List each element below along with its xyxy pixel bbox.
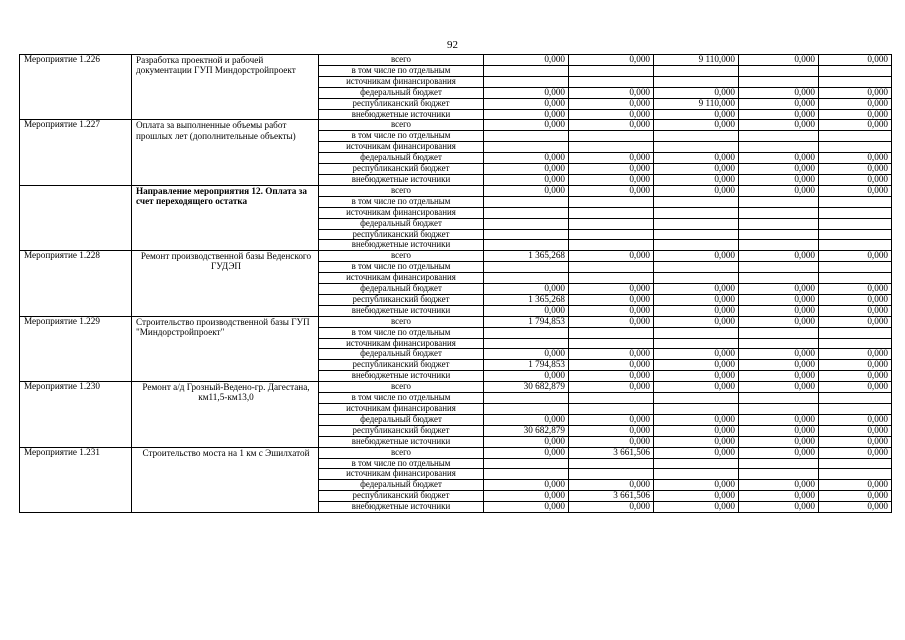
activity-id: Мероприятие 1.231 [20,447,132,512]
amount-cell [569,131,654,142]
amount-cell: 0,000 [484,153,569,164]
amount-cell: 0,000 [819,305,892,316]
amount-cell: 0,000 [484,120,569,131]
funding-source-label: всего [319,382,484,393]
amount-cell: 0,000 [739,425,819,436]
amount-cell: 0,000 [654,87,739,98]
amount-cell [739,327,819,338]
amount-cell: 9 110,000 [654,98,739,109]
amount-cell: 0,000 [819,294,892,305]
amount-cell: 0,000 [654,164,739,175]
amount-cell: 0,000 [739,294,819,305]
activity-id: Мероприятие 1.228 [20,251,132,316]
activity-name: Оплата за выполненные объемы работ прошлых лет (дополнительные объекты) [132,120,319,185]
amount-cell [654,273,739,284]
amount-cell: 0,000 [739,153,819,164]
amount-cell: 0,000 [739,371,819,382]
amount-cell [819,338,892,349]
amount-cell: 0,000 [819,349,892,360]
funding-source-label: в том числе по отдельным [319,65,484,76]
activity-name: Строительство производственной базы ГУП "Миндорстройпроект" [132,316,319,381]
funding-source-label: источникам финансирования [319,76,484,87]
amount-cell: 0,000 [654,447,739,458]
funding-source-label: источникам финансирования [319,207,484,218]
activity-name: Ремонт а/д Грозный-Ведено-гр. Дагестана, км11,5-км13,0 [132,382,319,447]
amount-cell: 0,000 [819,120,892,131]
funding-source-label: республиканский бюджет [319,98,484,109]
amount-cell: 0,000 [819,502,892,513]
amount-cell: 0,000 [569,349,654,360]
amount-cell: 0,000 [569,425,654,436]
funding-source-label: внебюджетные источники [319,240,484,251]
amount-cell: 0,000 [484,436,569,447]
amount-cell: 0,000 [569,305,654,316]
amount-cell: 0,000 [654,491,739,502]
amount-cell: 0,000 [569,371,654,382]
funding-source-label: всего [319,185,484,196]
amount-cell [569,76,654,87]
amount-cell: 0,000 [654,349,739,360]
amount-cell [569,262,654,273]
funding-source-label: в том числе по отдельным [319,458,484,469]
amount-cell [569,404,654,415]
funding-source-label: федеральный бюджет [319,284,484,295]
amount-cell: 0,000 [484,164,569,175]
amount-cell: 0,000 [484,174,569,185]
amount-cell [654,469,739,480]
funding-source-label: внебюджетные источники [319,371,484,382]
funding-source-label: федеральный бюджет [319,153,484,164]
amount-cell [654,262,739,273]
funding-source-label: всего [319,120,484,131]
amount-cell: 0,000 [569,251,654,262]
activity-name: Строительство моста на 1 км с Эшилхатой [132,447,319,512]
amount-cell: 0,000 [484,491,569,502]
page-number: 92 [447,39,458,51]
table-row [20,382,892,393]
funding-source-label: внебюджетные источники [319,174,484,185]
amount-cell: 0,000 [569,174,654,185]
amount-cell: 0,000 [484,284,569,295]
amount-cell: 0,000 [739,491,819,502]
amount-cell: 0,000 [819,491,892,502]
amount-cell [739,240,819,251]
amount-cell: 30 682,879 [484,382,569,393]
amount-cell: 0,000 [739,55,819,66]
funding-source-label: федеральный бюджет [319,480,484,491]
funding-source-label: всего [319,55,484,66]
amount-cell [654,131,739,142]
amount-cell: 0,000 [739,349,819,360]
amount-cell: 0,000 [654,502,739,513]
amount-cell: 0,000 [654,109,739,120]
amount-cell: 0,000 [569,120,654,131]
amount-cell [654,327,739,338]
funding-source-label: внебюджетные источники [319,436,484,447]
amount-cell [569,207,654,218]
funding-source-label: источникам финансирования [319,404,484,415]
amount-cell: 1 365,268 [484,251,569,262]
amount-cell: 0,000 [739,185,819,196]
amount-cell [654,76,739,87]
amount-cell [569,273,654,284]
amount-cell: 0,000 [484,371,569,382]
amount-cell [569,65,654,76]
amount-cell [739,196,819,207]
amount-cell: 0,000 [819,425,892,436]
amount-cell [739,218,819,229]
amount-cell [819,393,892,404]
amount-cell: 0,000 [819,153,892,164]
amount-cell: 0,000 [569,153,654,164]
amount-cell: 0,000 [569,185,654,196]
amount-cell: 0,000 [654,414,739,425]
amount-cell [819,65,892,76]
amount-cell: 0,000 [819,164,892,175]
amount-cell [739,338,819,349]
amount-cell: 0,000 [739,502,819,513]
budget-table [19,54,892,513]
funding-source-label: источникам финансирования [319,469,484,480]
amount-cell [484,65,569,76]
amount-cell: 0,000 [654,120,739,131]
amount-cell: 0,000 [484,480,569,491]
amount-cell: 1 794,853 [484,316,569,327]
amount-cell [654,393,739,404]
amount-cell [819,131,892,142]
funding-source-label: в том числе по отдельным [319,327,484,338]
amount-cell [819,76,892,87]
amount-cell: 0,000 [484,414,569,425]
funding-source-label: в том числе по отдельным [319,131,484,142]
amount-cell [484,262,569,273]
funding-source-label: в том числе по отдельным [319,393,484,404]
amount-cell: 0,000 [654,153,739,164]
funding-source-label: внебюджетные источники [319,109,484,120]
amount-cell: 9 110,000 [654,55,739,66]
amount-cell [739,393,819,404]
amount-cell: 0,000 [739,98,819,109]
funding-source-label: федеральный бюджет [319,218,484,229]
amount-cell: 0,000 [569,98,654,109]
amount-cell [569,218,654,229]
amount-cell: 0,000 [819,185,892,196]
amount-cell: 0,000 [484,55,569,66]
funding-source-label: республиканский бюджет [319,294,484,305]
amount-cell: 0,000 [819,447,892,458]
amount-cell: 0,000 [654,185,739,196]
amount-cell: 1 794,853 [484,360,569,371]
amount-cell: 0,000 [739,109,819,120]
funding-source-label: федеральный бюджет [319,87,484,98]
funding-source-label: республиканский бюджет [319,425,484,436]
amount-cell: 0,000 [819,174,892,185]
amount-cell [819,327,892,338]
amount-cell: 0,000 [654,174,739,185]
amount-cell [819,142,892,153]
amount-cell [569,338,654,349]
activity-id: Мероприятие 1.226 [20,55,132,120]
amount-cell: 0,000 [819,480,892,491]
amount-cell: 0,000 [569,284,654,295]
funding-source-label: внебюджетные источники [319,502,484,513]
amount-cell [569,229,654,240]
amount-cell: 0,000 [569,109,654,120]
funding-source-label: источникам финансирования [319,338,484,349]
amount-cell [569,393,654,404]
funding-source-label: всего [319,316,484,327]
amount-cell [484,142,569,153]
amount-cell: 0,000 [739,360,819,371]
amount-cell [819,229,892,240]
amount-cell: 0,000 [819,109,892,120]
funding-source-label: республиканский бюджет [319,360,484,371]
table-row [20,55,892,66]
amount-cell: 0,000 [739,164,819,175]
amount-cell [654,229,739,240]
activity-id: Мероприятие 1.230 [20,382,132,447]
amount-cell [654,338,739,349]
amount-cell: 0,000 [819,360,892,371]
activity-id [20,185,132,250]
amount-cell: 0,000 [654,360,739,371]
amount-cell [654,218,739,229]
amount-cell: 0,000 [569,382,654,393]
amount-cell [484,393,569,404]
amount-cell: 0,000 [569,436,654,447]
amount-cell [484,196,569,207]
amount-cell [569,458,654,469]
amount-cell [654,142,739,153]
funding-source-label: всего [319,447,484,458]
amount-cell: 0,000 [819,436,892,447]
amount-cell: 0,000 [569,360,654,371]
amount-cell [739,76,819,87]
amount-cell [484,218,569,229]
amount-cell: 0,000 [484,109,569,120]
table-row [20,316,892,327]
activity-name: Ремонт производственной базы Веденского ГУДЭП [132,251,319,316]
amount-cell: 0,000 [569,414,654,425]
amount-cell [819,218,892,229]
funding-source-label: республиканский бюджет [319,491,484,502]
funding-source-label: республиканский бюджет [319,164,484,175]
amount-cell [484,469,569,480]
activity-name: Направление мероприятия 12. Оплата за счет переходящего остатка [132,185,319,250]
amount-cell: 0,000 [484,98,569,109]
table-row [20,447,892,458]
amount-cell [484,273,569,284]
amount-cell: 0,000 [819,316,892,327]
amount-cell [654,404,739,415]
funding-source-label: источникам финансирования [319,142,484,153]
amount-cell [739,131,819,142]
amount-cell: 0,000 [654,436,739,447]
amount-cell: 0,000 [739,251,819,262]
amount-cell: 0,000 [819,284,892,295]
amount-cell: 0,000 [654,425,739,436]
amount-cell: 0,000 [819,251,892,262]
amount-cell: 0,000 [654,382,739,393]
amount-cell [484,76,569,87]
table-row [20,120,892,131]
amount-cell: 0,000 [819,371,892,382]
activity-name: Разработка проектной и рабочей документации ГУП Миндорстройпроект [132,55,319,120]
amount-cell: 0,000 [739,284,819,295]
amount-cell [569,469,654,480]
amount-cell [739,469,819,480]
amount-cell: 0,000 [819,87,892,98]
amount-cell [484,404,569,415]
amount-cell: 1 365,268 [484,294,569,305]
amount-cell: 0,000 [654,480,739,491]
amount-cell: 0,000 [739,174,819,185]
amount-cell [819,458,892,469]
amount-cell [484,131,569,142]
funding-source-label: всего [319,251,484,262]
amount-cell [484,338,569,349]
amount-cell [484,207,569,218]
table-body [20,55,892,513]
amount-cell [654,196,739,207]
amount-cell [739,229,819,240]
amount-cell: 0,000 [484,185,569,196]
amount-cell: 0,000 [569,316,654,327]
amount-cell: 0,000 [739,480,819,491]
amount-cell [819,240,892,251]
amount-cell: 0,000 [569,502,654,513]
amount-cell [739,404,819,415]
amount-cell: 0,000 [739,447,819,458]
amount-cell [739,65,819,76]
amount-cell [739,273,819,284]
amount-cell: 0,000 [654,305,739,316]
amount-cell [819,404,892,415]
amount-cell: 0,000 [569,294,654,305]
funding-source-label: федеральный бюджет [319,349,484,360]
funding-source-label: источникам финансирования [319,273,484,284]
amount-cell: 0,000 [569,87,654,98]
amount-cell [819,273,892,284]
amount-cell [739,262,819,273]
amount-cell: 0,000 [819,55,892,66]
amount-cell: 0,000 [569,55,654,66]
amount-cell [484,240,569,251]
table-row [20,185,892,196]
amount-cell: 0,000 [739,316,819,327]
amount-cell: 0,000 [654,251,739,262]
amount-cell [819,262,892,273]
amount-cell: 0,000 [739,414,819,425]
amount-cell [739,458,819,469]
amount-cell [569,142,654,153]
funding-source-label: республиканский бюджет [319,229,484,240]
amount-cell: 0,000 [484,502,569,513]
amount-cell: 0,000 [739,436,819,447]
amount-cell [569,327,654,338]
amount-cell: 0,000 [569,480,654,491]
funding-source-label: в том числе по отдельным [319,262,484,273]
amount-cell [484,229,569,240]
amount-cell [819,196,892,207]
amount-cell: 0,000 [569,164,654,175]
amount-cell: 0,000 [739,120,819,131]
amount-cell [739,142,819,153]
amount-cell: 0,000 [819,382,892,393]
amount-cell: 0,000 [739,382,819,393]
amount-cell [484,458,569,469]
amount-cell: 0,000 [819,414,892,425]
amount-cell: 0,000 [484,305,569,316]
funding-source-label: внебюджетные источники [319,305,484,316]
table-row [20,251,892,262]
amount-cell: 0,000 [739,305,819,316]
amount-cell [654,240,739,251]
amount-cell [484,327,569,338]
amount-cell: 0,000 [654,294,739,305]
amount-cell [569,240,654,251]
amount-cell: 0,000 [484,349,569,360]
funding-source-label: федеральный бюджет [319,414,484,425]
amount-cell: 0,000 [739,87,819,98]
amount-cell: 0,000 [654,316,739,327]
amount-cell [654,207,739,218]
amount-cell [739,207,819,218]
amount-cell [654,65,739,76]
activity-id: Мероприятие 1.229 [20,316,132,381]
amount-cell: 0,000 [484,87,569,98]
amount-cell [819,469,892,480]
amount-cell: 30 682,879 [484,425,569,436]
amount-cell: 3 661,506 [569,491,654,502]
amount-cell: 0,000 [484,447,569,458]
amount-cell [819,207,892,218]
amount-cell: 0,000 [654,284,739,295]
amount-cell [654,458,739,469]
amount-cell: 0,000 [654,371,739,382]
activity-id: Мероприятие 1.227 [20,120,132,185]
amount-cell: 0,000 [819,98,892,109]
funding-source-label: в том числе по отдельным [319,196,484,207]
amount-cell: 3 661,506 [569,447,654,458]
amount-cell [569,196,654,207]
